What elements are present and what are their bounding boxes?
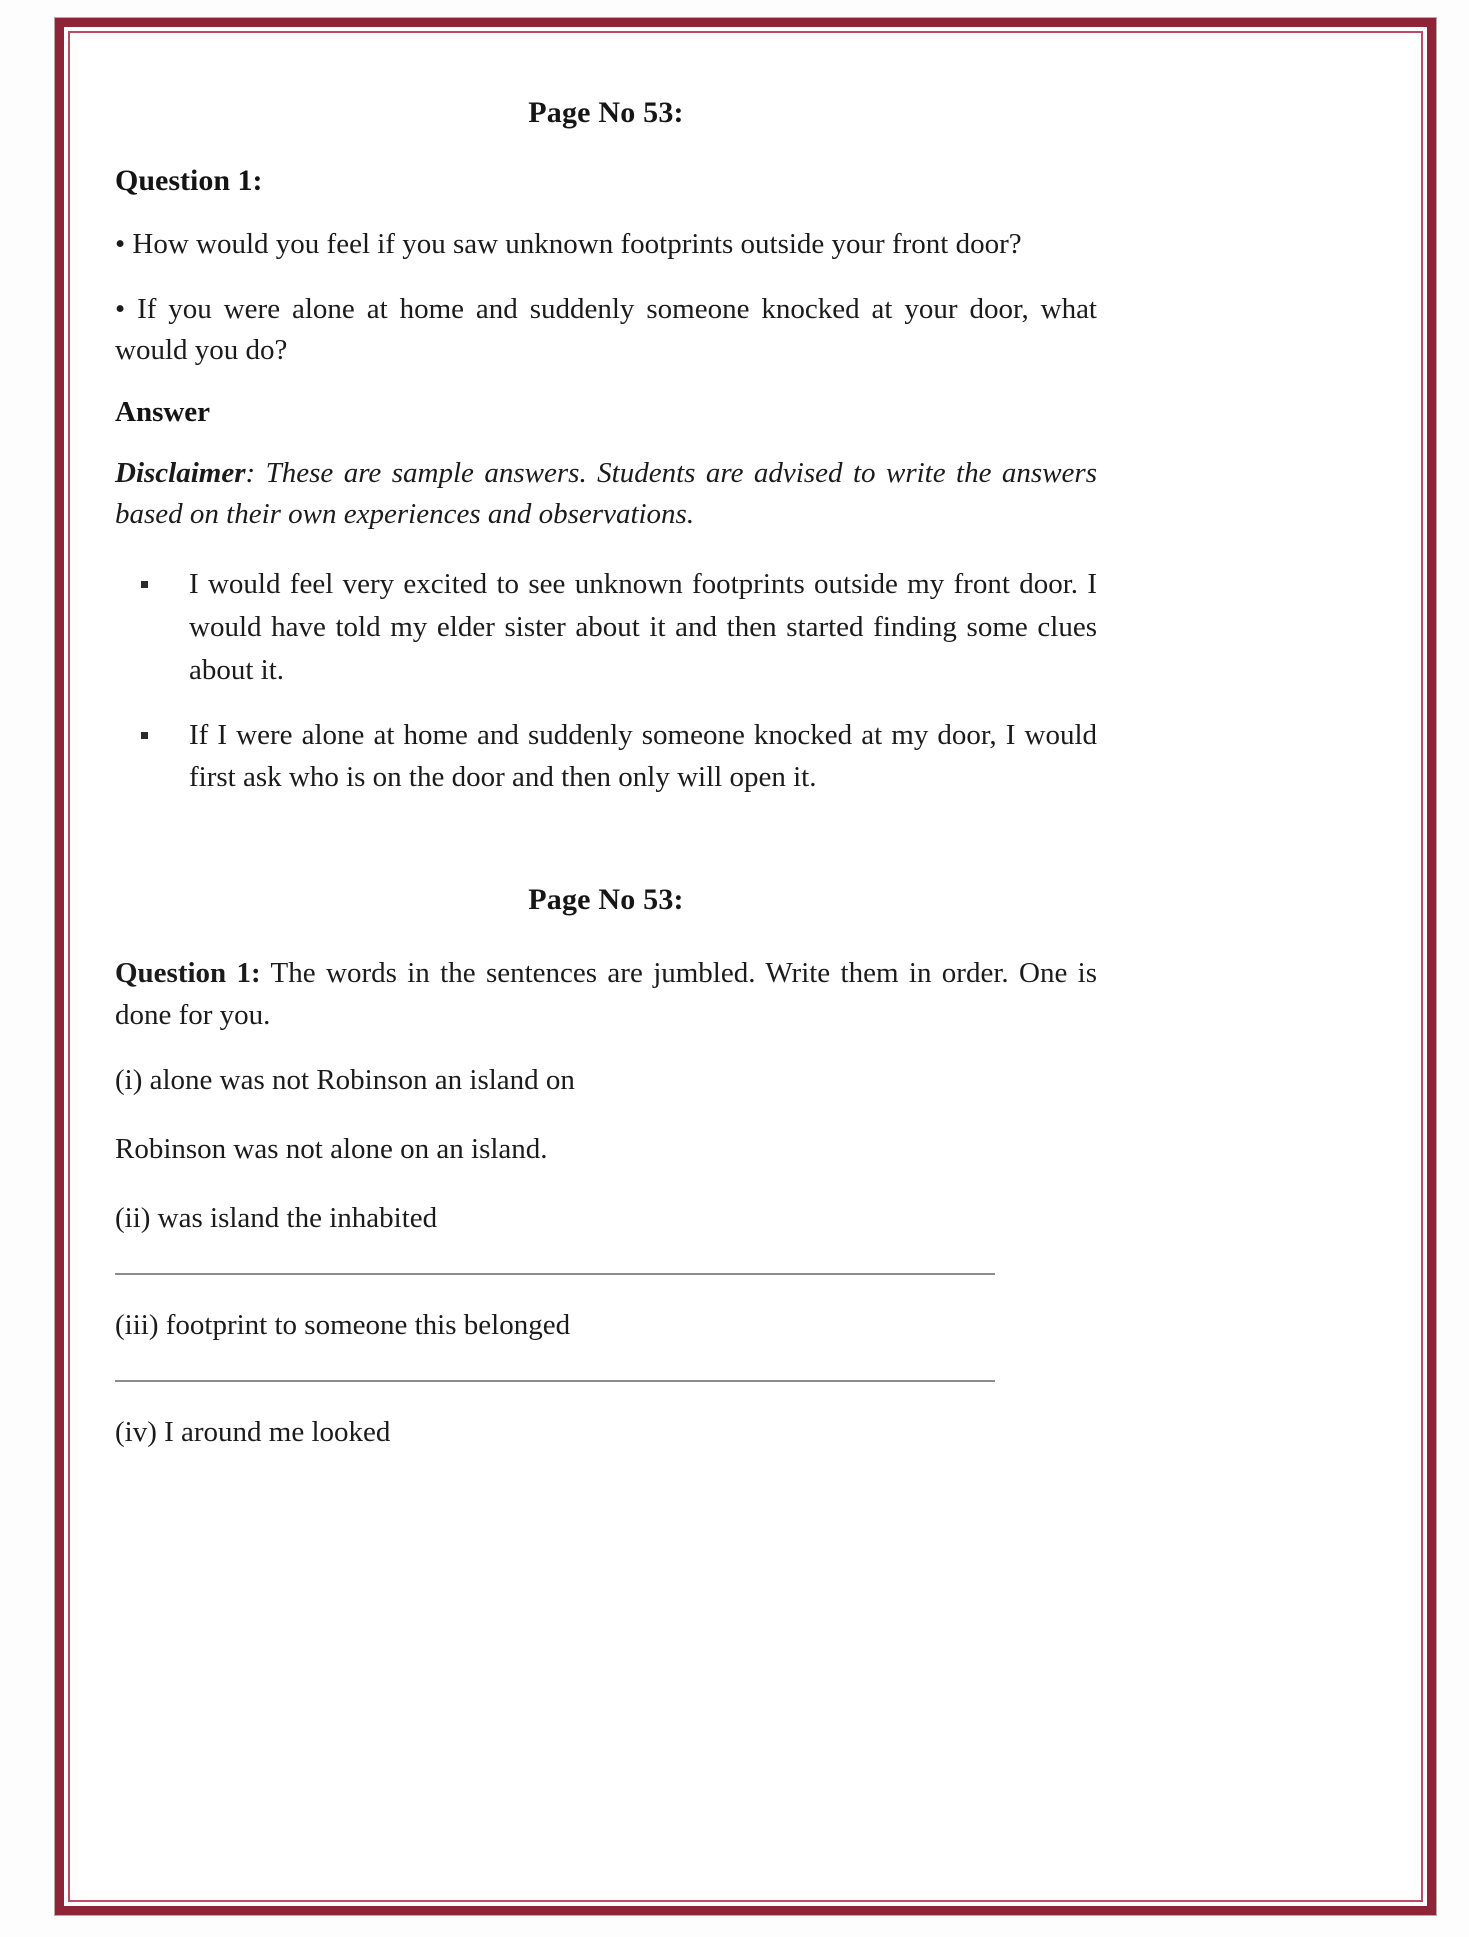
answer-bullet-text: I would feel very excited to see unknown footprints outside my front door. I would have told my elder sister about it and then started finding some clues about it. [189, 567, 1097, 686]
page-number-heading-2: Page No 53: [528, 883, 684, 917]
list-item [115, 714, 1097, 800]
question-bullet-2: • If you were alone at home and suddenly someone knocked at your door, what would you do? [115, 293, 1097, 367]
answer-bullet-text: If I were alone at home and suddenly someone knocked at my door, I would first ask who is on the door and then only will open it. [189, 718, 1097, 794]
question-label: Question 1: [115, 957, 261, 990]
answer-bullet-list [115, 563, 1097, 800]
jumbled-sentence-iv: (iv) I around me looked [115, 1416, 391, 1449]
answer-blank-line-ii [115, 1273, 995, 1275]
page-content [115, 96, 1097, 1482]
answer-heading: Answer [115, 395, 211, 428]
jumbled-sentence-i: (i) alone was not Robinson an island on [115, 1063, 575, 1096]
bullet-square-icon [141, 581, 148, 588]
answer-blank-line-iii [115, 1380, 995, 1382]
page-number-heading-1: Page No 53: [528, 96, 684, 129]
page-paper [78, 41, 1413, 1892]
disclaimer-paragraph [115, 453, 1097, 535]
question-heading-2 [115, 953, 1097, 1035]
question-heading-1: Question 1: [115, 164, 263, 197]
list-item [115, 563, 1097, 692]
bullet-square-icon [141, 732, 148, 739]
jumbled-answer-i: Robinson was not alone on an island. [115, 1132, 548, 1165]
question-text: The words in the sentences are jumbled. Write them in order. One is done for you. [115, 957, 1098, 1031]
jumbled-sentence-iii: (iii) footprint to someone this belonged [115, 1309, 571, 1342]
jumbled-sentence-ii: (ii) was island the inhabited [115, 1202, 438, 1235]
question-bullet-1: • How would you feel if you saw unknown footprints outside your front door? [115, 228, 1022, 260]
disclaimer-text: : These are sample answers. Students are advised to write the answers based on their own experiences and observations. [115, 456, 1097, 530]
disclaimer-label: Disclaimer [115, 456, 246, 489]
